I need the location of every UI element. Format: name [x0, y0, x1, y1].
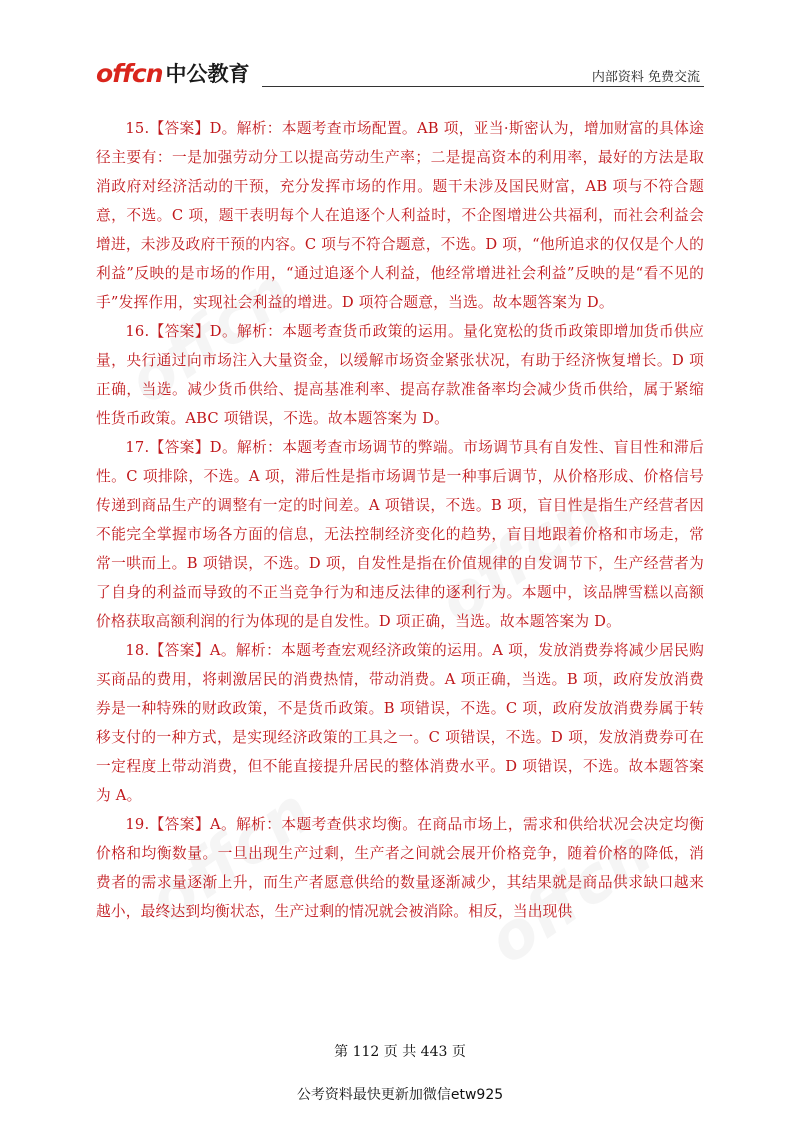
answer-paragraph-19: 19.【答案】A。解析：本题考查供求均衡。在商品市场上，需求和供给状况会决定均衡价格和均衡数量。一旦出现生产过剩，生产者之间就会展开价格竞争，随着价格的降低，消费者的需求量逐渐上升，而生产者愿意供给的数量逐渐减少，其结果就是商品供求缺口越来越小，最终达到均衡状态，生产过剩的情况就会被消除。相反，当出现供: [96, 816, 704, 920]
page-number: 第 112 页 共 443 页: [334, 1044, 466, 1060]
page-header: [96, 58, 704, 88]
answer-paragraph-18: 18.【答案】A。解析：本题考查宏观经济政策的运用。A 项，发放消费券将减少居民购买商品的费用，将刺激居民的消费热情，带动消费。A 项正确，当选。B 项，政府发放消费券是一种特殊的财政政策，不是货币政策。B 项错误，不选。C 项，政府发放消费券属于转移支付的一种方式，是实现经济政策的工具之一。C 项错误，不选。D 项，发放消费券可在一定程度上带动消费，但不能直接提升居民的整体消费水平。D 项错误，不选。故本题答案为 A。: [96, 642, 704, 804]
document-body: [96, 114, 704, 926]
header-right-text: 内部资料 免费交流: [591, 70, 700, 85]
footer-note: 公考资料最快更新加微信etw925: [296, 1087, 504, 1103]
answer-paragraph-17: 17.【答案】D。解析：本题考查市场调节的弊端。市场调节具有自发性、盲目性和滞后性。C 项排除，不选。A 项，滞后性是指市场调节是一种事后调节，从价格形成、价格信号传递到商品生产的调整有一定的时间差。A 项错误，不选。B 项，盲目性是指生产经营者因不能完全掌握市场各方面的信息，无法控制经济变化的趋势，盲目地跟着价格和市场走，常常一哄而上。B 项错误，不选。D 项，自发性是指在价值规律的自发调节下，生产经营者为了自身的利益而导致的不正当竞争行为和违反法律的逐利行为。本题中，该品牌雪糕以高额价格获取高额利润的行为体现的是自发性。D 项正确，当选。故本题答案为 D。: [96, 439, 704, 630]
answer-paragraph-15: 15.【答案】D。解析：本题考查市场配置。AB 项，亚当·斯密认为，增加财富的具体途径主要有：一是加强劳动分工以提高劳动生产率；二是提高资本的利用率，最好的方法是取消政府对经济活动的干预，充分发挥市场的作用。题干未涉及国民财富，AB 项与不符合题意，不选。C 项，题干表明每个人在追逐个人利益时，不企图增进公共福利，而社会利益会增进，未涉及政府干预的内容。C 项与不符合题意，不选。D 项，“他所追求的仅仅是个人的利益”反映的是市场的作用，“通过追逐个人利益，他经常增进社会利益”反映的是“看不见的手”发挥作用，实现社会利益的增进。D 项符合题意，当选。故本题答案为 D。: [96, 120, 704, 311]
header-rule: [262, 86, 704, 87]
logo-cn-text: 中公教育: [165, 62, 250, 86]
logo-en-text: offcn: [96, 58, 163, 88]
offcn-logo: [96, 58, 250, 88]
answer-paragraph-16: 16.【答案】D。解析：本题考查货币政策的运用。量化宽松的货币政策即增加货币供应量，央行通过向市场注入大量资金，以缓解市场资金紧张状况，有助于经济恢复增长。D 项正确，当选。减少货币供给、提高基准利率、提高存款准备率均会减少货币供给，属于紧缩性货币政策。ABC 项错误，不选。故本题答案为 D。: [96, 323, 704, 427]
